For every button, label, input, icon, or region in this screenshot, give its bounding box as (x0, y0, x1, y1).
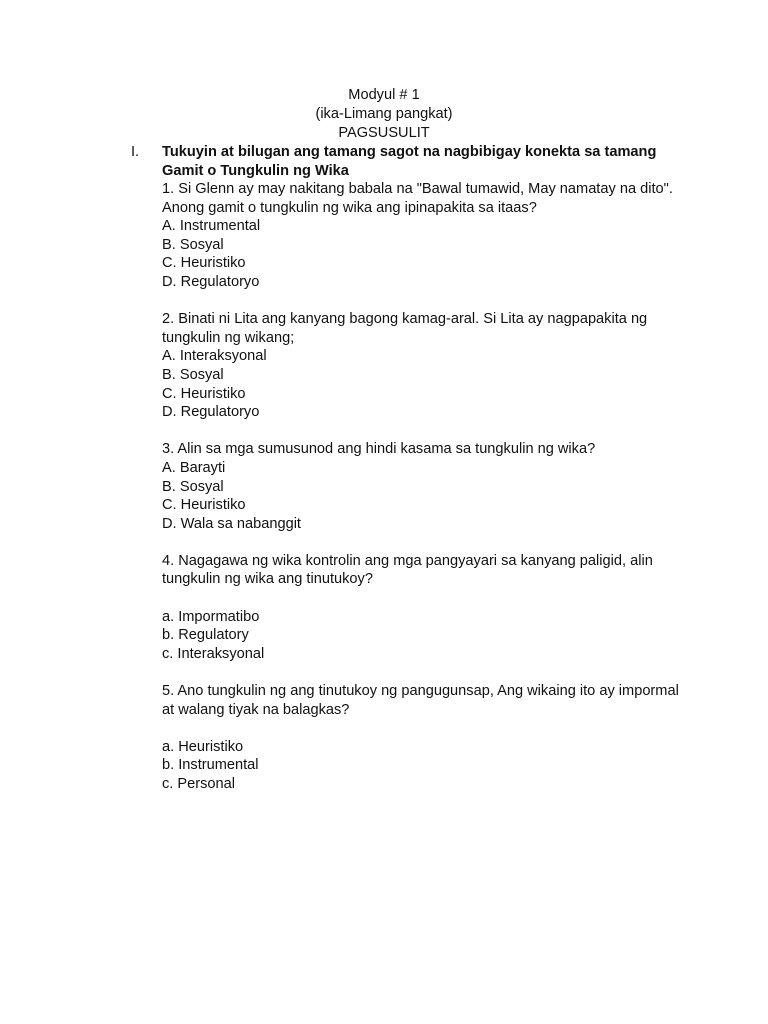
question-1-options (162, 217, 682, 291)
question-5 (162, 682, 682, 794)
question-3-text: 3. Alin sa mga sumusunod ang hindi kasama sa tungkulin ng wika? (162, 441, 596, 458)
document-header (0, 86, 768, 143)
question-4-option-a[interactable]: a. Impormatibo (162, 608, 260, 625)
question-1-option-d[interactable]: D. Regulatoryo (162, 273, 260, 290)
question-2-text: 2. Binati ni Lita ang kanyang bagong kamag-aral. Si Lita ay nagpapakita ng tungkulin ng wikang; (162, 311, 648, 346)
question-4-options (162, 608, 682, 664)
question-3 (162, 440, 682, 533)
module-title: Modyul # 1 (348, 87, 420, 103)
question-3-options (162, 459, 682, 533)
question-4-option-b[interactable]: b. Regulatory (162, 627, 249, 644)
question-4 (162, 552, 682, 664)
question-1 (162, 180, 682, 292)
module-subtitle: (ika-Limang pangkat) (315, 106, 453, 122)
question-4-option-c[interactable]: c. Interaksyonal (162, 645, 265, 662)
question-3-option-d[interactable]: D. Wala sa nabanggit (162, 515, 301, 532)
question-1-option-a[interactable]: A. Instrumental (162, 218, 261, 235)
question-2-option-c[interactable]: C. Heuristiko (162, 385, 246, 402)
question-3-option-c[interactable]: C. Heuristiko (162, 497, 246, 514)
question-5-option-b[interactable]: b. Instrumental (162, 757, 259, 774)
question-1-option-c[interactable]: C. Heuristiko (162, 255, 246, 272)
exam-heading: PAGSUSULIT (338, 125, 430, 141)
section-instruction: Tukuyin at bilugan ang tamang sagot na nagbibigay konekta sa tamang Gamit o Tungkulin ng Wika (162, 144, 657, 179)
question-1-option-b[interactable]: B. Sosyal (162, 236, 224, 253)
question-1-text: 1. Si Glenn ay may nakitang babala na "Bawal tumawid, May namatay na dito". Anong gamit o tungkulin ng wika ang ipinapakita sa itaas? (162, 181, 673, 216)
question-4-text: 4. Nagagawa ng wika kontrolin ang mga pangyayari sa kanyang paligid, alin tungkulin ng wika ang tinutukoy? (162, 552, 653, 588)
question-2-option-b[interactable]: B. Sosyal (162, 366, 224, 383)
question-2 (162, 310, 682, 422)
question-5-options (162, 738, 682, 794)
question-5-option-a[interactable]: a. Heuristiko (162, 738, 244, 755)
question-3-option-b[interactable]: B. Sosyal (162, 478, 224, 495)
question-5-option-c[interactable]: c. Personal (162, 776, 236, 792)
question-list (162, 180, 682, 812)
question-2-option-a[interactable]: A. Interaksyonal (162, 348, 267, 365)
section-numeral: I. (131, 144, 140, 160)
question-3-option-a[interactable]: A. Barayti (162, 459, 226, 476)
question-5-text: 5. Ano tungkulin ng ang tinutukoy ng pangugunsap, Ang wikaing ito ay impormal at walang tiyak na balagkas? (162, 683, 679, 718)
question-2-option-d[interactable]: D. Regulatoryo (162, 404, 260, 421)
question-2-options (162, 347, 682, 421)
